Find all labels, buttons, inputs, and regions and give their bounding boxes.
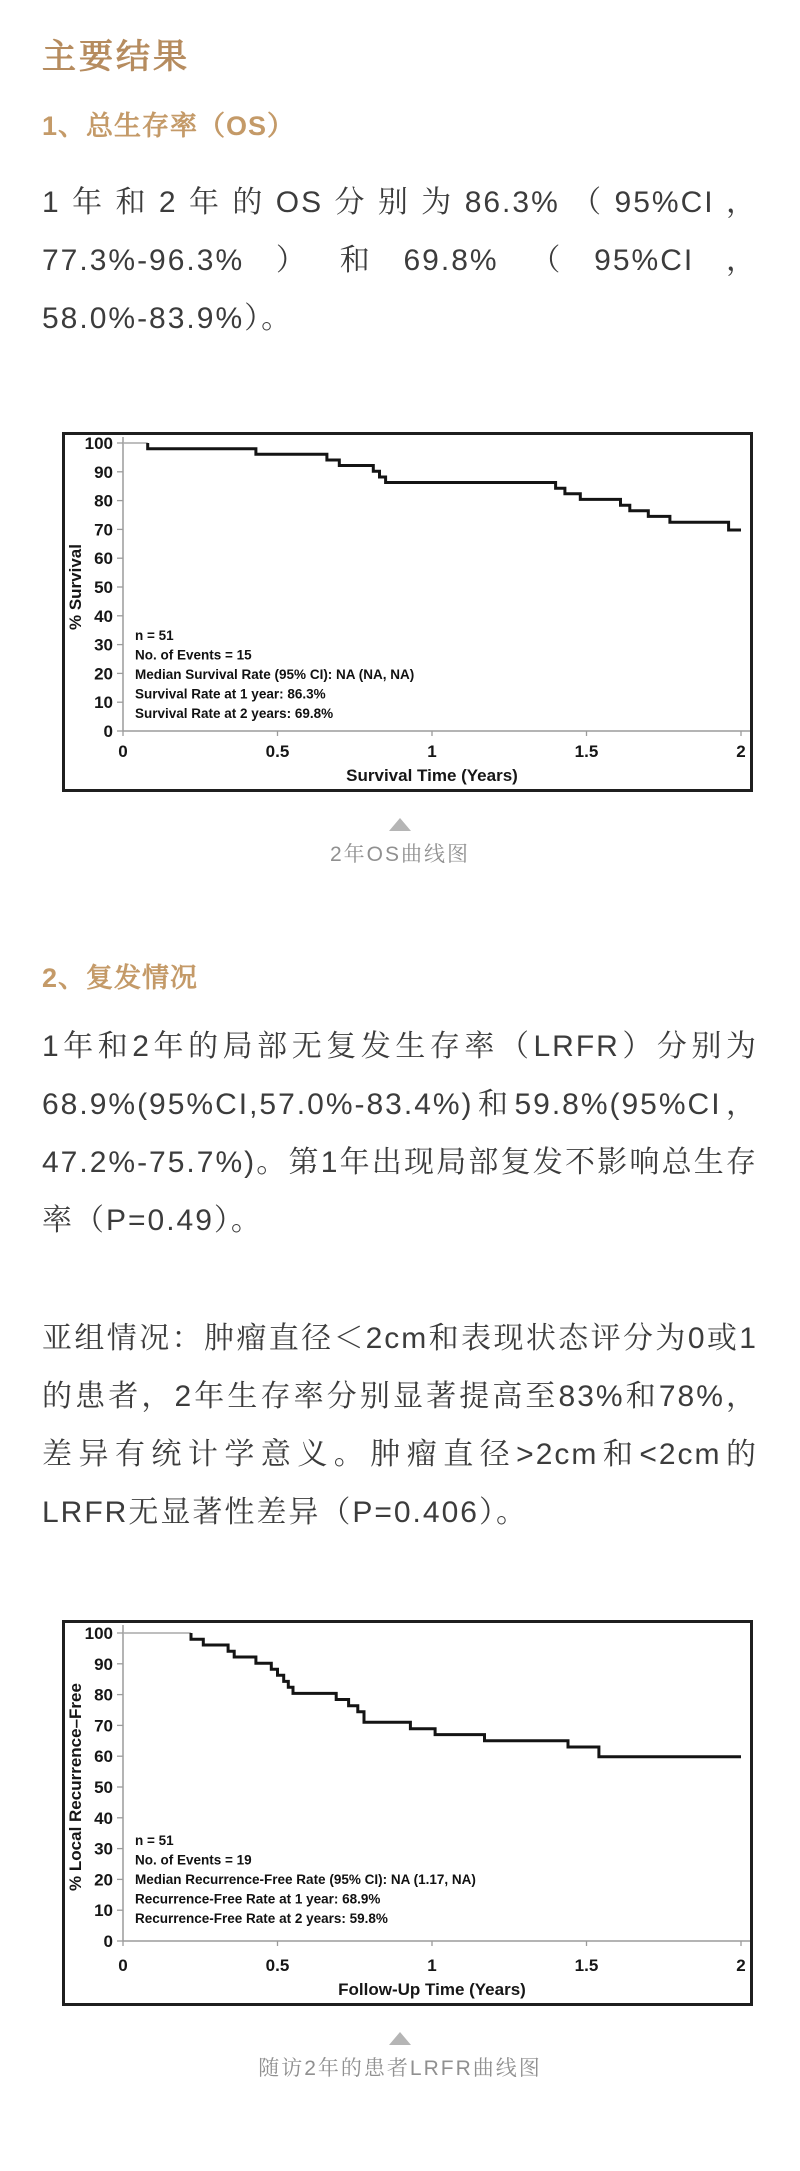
svg-text:50: 50 bbox=[94, 1778, 113, 1797]
svg-text:Median Survival Rate (95% CI):: Median Survival Rate (95% CI): NA (NA, NA) bbox=[135, 667, 415, 682]
svg-text:80: 80 bbox=[94, 491, 113, 511]
svg-text:2: 2 bbox=[736, 742, 746, 761]
caption-arrow-icon bbox=[389, 2032, 411, 2045]
svg-text:50: 50 bbox=[94, 578, 113, 597]
svg-text:40: 40 bbox=[94, 606, 113, 626]
section-heading-recurrence: 2、复发情况 bbox=[42, 963, 199, 993]
svg-text:100: 100 bbox=[84, 435, 113, 453]
svg-text:Survival Rate at 2 years: 69.8: Survival Rate at 2 years: 69.8% bbox=[135, 706, 334, 721]
page-title: 主要结果 bbox=[42, 39, 190, 76]
svg-text:80: 80 bbox=[94, 1685, 113, 1705]
svg-text:60: 60 bbox=[94, 549, 113, 569]
svg-text:n = 51: n = 51 bbox=[135, 628, 174, 643]
svg-text:1: 1 bbox=[427, 1956, 437, 1975]
svg-text:n = 51: n = 51 bbox=[135, 1833, 174, 1848]
lrfr-figure-caption: 随访2年的患者LRFR曲线图 bbox=[258, 2057, 542, 2080]
svg-text:% Local Recurrence–Free: % Local Recurrence–Free bbox=[66, 1683, 85, 1891]
svg-text:% Survival: % Survival bbox=[66, 544, 85, 630]
svg-text:0: 0 bbox=[118, 1956, 128, 1975]
os-paragraph: 1年和2年的OS分别为86.3%（95%CI，77.3%-96.3%）和69.8%（95%CI，58.0%-83.9%）。 bbox=[42, 186, 758, 335]
svg-text:2: 2 bbox=[736, 1956, 746, 1975]
svg-text:30: 30 bbox=[94, 1839, 113, 1859]
svg-text:Follow-Up Time (Years): Follow-Up Time (Years) bbox=[338, 1980, 526, 1999]
svg-text:Recurrence-Free Rate at 2 year: Recurrence-Free Rate at 2 years: 59.8% bbox=[135, 1911, 388, 1926]
svg-text:Survival Rate at 1 year: 86.3%: Survival Rate at 1 year: 86.3% bbox=[135, 686, 326, 702]
svg-text:0.5: 0.5 bbox=[265, 1956, 290, 1975]
caption-arrow-icon bbox=[389, 818, 411, 831]
svg-text:100: 100 bbox=[84, 1624, 113, 1643]
svg-text:Recurrence-Free Rate at 1 year: Recurrence-Free Rate at 1 year: 68.9% bbox=[135, 1891, 381, 1907]
os-chart-figure bbox=[62, 432, 753, 792]
svg-text:70: 70 bbox=[94, 520, 113, 540]
lrfr-chart-figure bbox=[62, 1620, 753, 2006]
svg-text:1: 1 bbox=[427, 742, 437, 761]
svg-text:No. of Events = 15: No. of Events = 15 bbox=[135, 647, 252, 663]
svg-text:0: 0 bbox=[103, 722, 113, 741]
svg-text:30: 30 bbox=[94, 635, 113, 655]
lrfr-km-chart bbox=[65, 1623, 750, 2003]
svg-text:20: 20 bbox=[94, 664, 113, 684]
svg-text:70: 70 bbox=[94, 1716, 113, 1736]
svg-text:10: 10 bbox=[94, 1901, 113, 1921]
svg-text:Median Recurrence-Free Rate (9: Median Recurrence-Free Rate (95% CI): NA (1.17, NA) bbox=[135, 1872, 476, 1887]
svg-text:1.5: 1.5 bbox=[574, 742, 599, 761]
subgroup-paragraph: 亚组情况：肿瘤直径＜2cm和表现状态评分为0或1的患者，2年生存率分别显著提高至83%和78%，差异有统计学意义。肿瘤直径>2cm和<2cm的LRFR无显著性差异（P=0.406）。 bbox=[42, 1322, 758, 1529]
section-heading-os: 1、总生存率（OS） bbox=[42, 111, 296, 141]
svg-text:10: 10 bbox=[94, 693, 113, 713]
svg-text:0: 0 bbox=[103, 1932, 113, 1951]
svg-text:No. of Events = 19: No. of Events = 19 bbox=[135, 1852, 252, 1868]
os-km-chart bbox=[65, 435, 750, 789]
os-figure-caption: 2年OS曲线图 bbox=[329, 843, 471, 866]
svg-text:90: 90 bbox=[94, 1654, 113, 1674]
svg-text:90: 90 bbox=[94, 462, 113, 482]
svg-text:0: 0 bbox=[118, 742, 128, 761]
svg-text:1.5: 1.5 bbox=[574, 1956, 599, 1975]
svg-text:20: 20 bbox=[94, 1870, 113, 1890]
lrfr-caption-block bbox=[42, 2032, 758, 2084]
lrfr-paragraph: 1年和2年的局部无复发生存率（LRFR）分别为68.9%(95%CI,57.0%-83.4%)和59.8%(95%CI， 47.2%-75.7%)。第1年出现局部复发不影响总生存率（P=0.49）。 bbox=[42, 1030, 758, 1237]
svg-text:40: 40 bbox=[94, 1808, 113, 1828]
os-caption-block bbox=[42, 818, 758, 870]
svg-text:Survival Time (Years): Survival Time (Years) bbox=[346, 766, 518, 785]
svg-text:0.5: 0.5 bbox=[265, 742, 290, 761]
svg-text:60: 60 bbox=[94, 1747, 113, 1767]
